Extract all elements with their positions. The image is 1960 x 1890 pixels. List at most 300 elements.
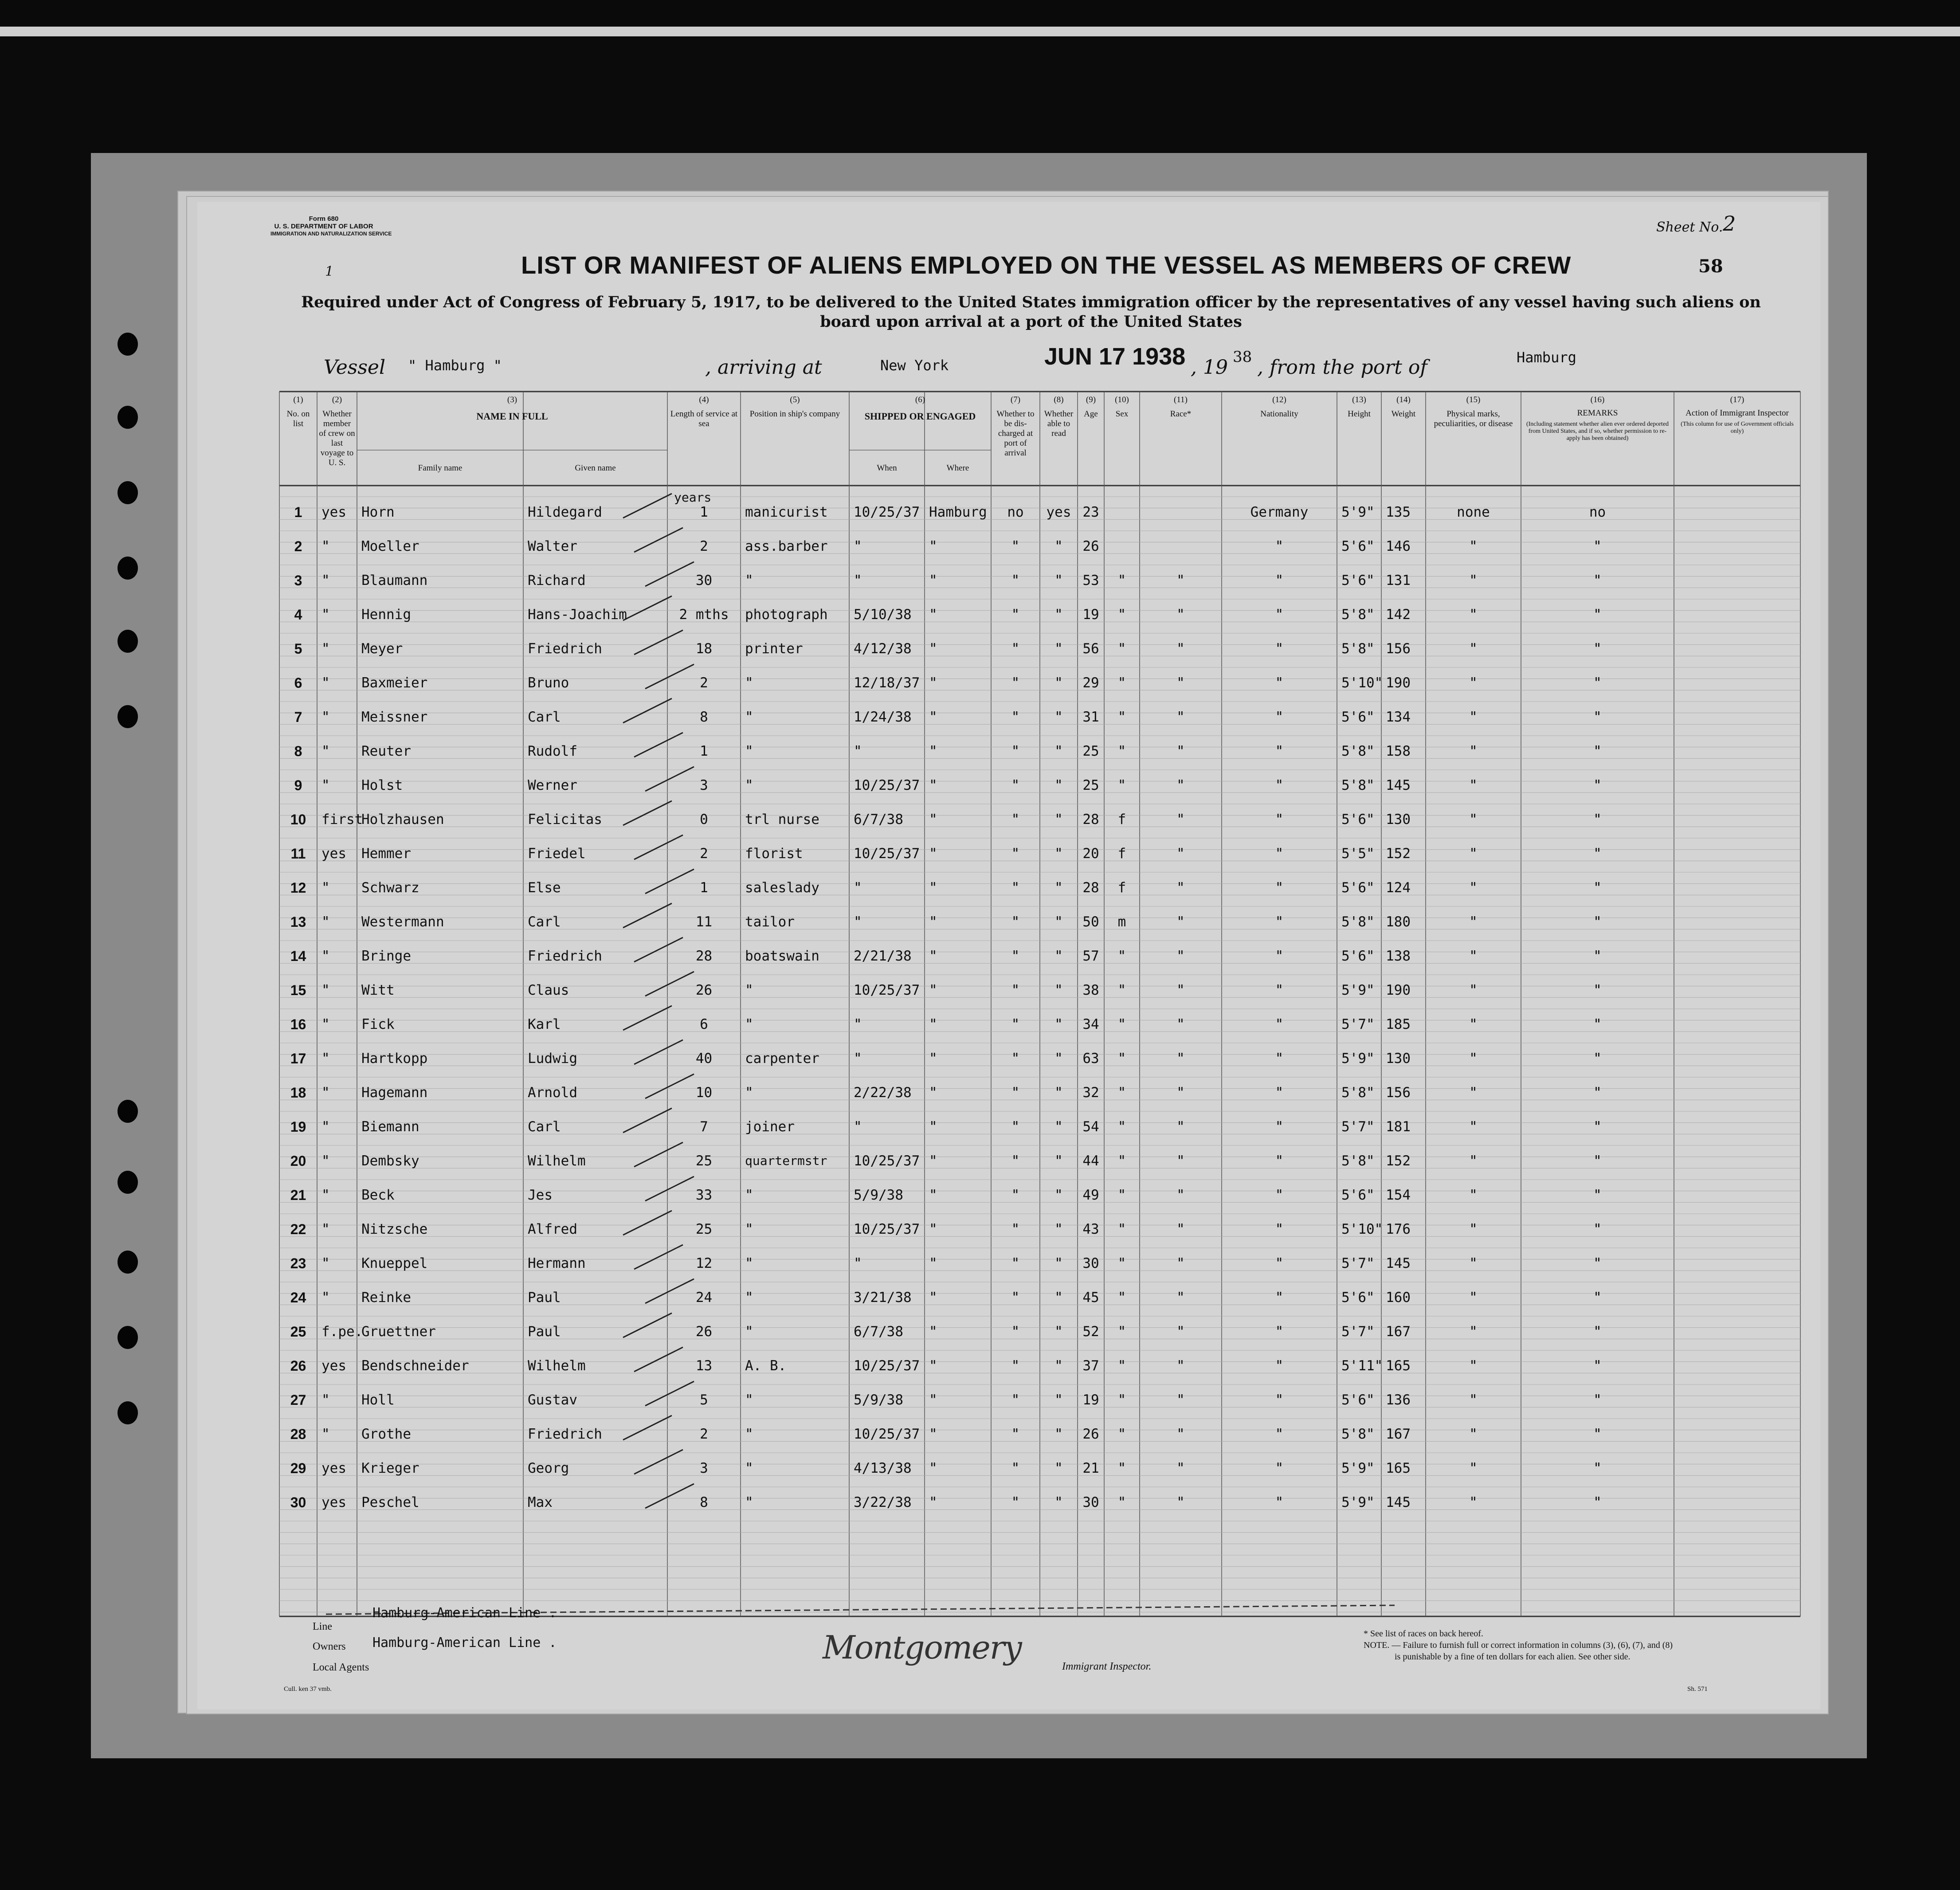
cell-nationality: "	[1275, 538, 1284, 554]
races-note: * See list of races on back hereof.	[1364, 1629, 1483, 1639]
cell-sex: "	[1117, 1119, 1126, 1135]
owners-label: Owners	[313, 1641, 346, 1652]
cell-read: "	[1054, 1221, 1063, 1237]
cell-family: Knueppel	[361, 1255, 428, 1271]
cell-crew: first	[321, 812, 363, 827]
cell-service: 6	[700, 1016, 708, 1032]
cell-nationality: "	[1275, 1290, 1284, 1306]
cell-marks: "	[1469, 709, 1478, 725]
column-number: (17)	[1730, 395, 1744, 404]
cell-read: "	[1054, 1016, 1063, 1032]
service-name: IMMIGRATION AND NATURALIZATION SERVICE	[270, 231, 392, 237]
cell-race: "	[1176, 880, 1185, 896]
cell-given: Hildegard	[528, 504, 602, 520]
cell-service: 12	[695, 1255, 713, 1271]
column-number: (10)	[1115, 395, 1129, 404]
cell-given: Paul	[528, 1290, 561, 1306]
cell-weight: 124	[1386, 880, 1411, 896]
year-label: , 19	[1191, 356, 1228, 379]
cell-sex: "	[1117, 1494, 1126, 1510]
cell-marks: "	[1469, 914, 1478, 930]
cell-weight: 156	[1386, 641, 1411, 657]
cell-marks: "	[1469, 1392, 1478, 1408]
cell-where: "	[929, 880, 937, 896]
cell-race: "	[1176, 914, 1185, 930]
cell-given: Paul	[528, 1324, 561, 1340]
cell-nationality: "	[1275, 1016, 1284, 1032]
cell-crew: "	[321, 607, 330, 623]
inspector-label: Immigrant Inspector.	[1062, 1661, 1152, 1672]
cell-age: 19	[1082, 607, 1099, 623]
cell-weight: 158	[1386, 743, 1411, 759]
cell-weight: 156	[1386, 1085, 1411, 1101]
cell-height: 5'7"	[1341, 1016, 1375, 1032]
cell-height: 5'6"	[1341, 709, 1375, 725]
cell-service: 28	[695, 948, 713, 964]
cell-race: "	[1176, 709, 1185, 725]
cell-read: "	[1054, 1153, 1063, 1169]
cell-given: Wilhelm	[528, 1358, 586, 1374]
cell-family: Blaumann	[361, 572, 428, 588]
cell-remarks: "	[1593, 709, 1602, 725]
cell-height: 5'6"	[1341, 1187, 1375, 1203]
cell-given: Claus	[528, 982, 569, 998]
cell-where: Hamburg	[929, 504, 987, 520]
cell-position: "	[745, 709, 753, 725]
cell-service: 26	[695, 1324, 713, 1340]
cell-discharged: "	[1011, 1221, 1020, 1237]
cell-family: Hemmer	[361, 846, 411, 862]
cell-race: "	[1176, 812, 1185, 827]
cell-height: 5'6"	[1341, 572, 1375, 588]
cell-discharged: "	[1011, 1392, 1020, 1408]
cell-weight: 145	[1386, 1494, 1411, 1510]
cell-family: Beck	[361, 1187, 395, 1203]
cell-weight: 180	[1386, 914, 1411, 930]
cell-position: trl nurse	[745, 812, 819, 827]
cell-height: 5'8"	[1341, 1085, 1375, 1101]
cell-position: manicurist	[745, 504, 828, 520]
cell-height: 5'6"	[1341, 538, 1375, 554]
cell-where: "	[929, 538, 937, 554]
cell-read: "	[1054, 743, 1063, 759]
cell-sex: "	[1117, 675, 1126, 691]
cell-when: 10/25/37	[854, 1426, 920, 1442]
column-number: (8)	[1054, 395, 1064, 404]
cell-when: 10/25/37	[854, 1221, 920, 1237]
cell-weight: 190	[1386, 675, 1411, 691]
cell-age: 28	[1082, 880, 1099, 896]
cell-age: 26	[1082, 1426, 1099, 1442]
cell-read: "	[1054, 1426, 1063, 1442]
column-header-note: (This column for use of Government officials only)	[1681, 421, 1794, 435]
cell-family: Witt	[361, 982, 395, 998]
cell-marks: "	[1469, 1460, 1478, 1476]
column-header: Height	[1348, 409, 1371, 419]
column-number: (2)	[332, 395, 342, 404]
cell-service: 13	[695, 1358, 713, 1374]
line-value: Hamburg-American Line .	[372, 1605, 557, 1621]
cell-height: 5'8"	[1341, 743, 1375, 759]
column-number: (7)	[1010, 395, 1021, 404]
cell-nationality: "	[1275, 1324, 1284, 1340]
cell-remarks: "	[1593, 1494, 1602, 1510]
cell-service: 2	[700, 675, 708, 691]
cell-age: 56	[1082, 641, 1099, 657]
cell-remarks: "	[1593, 1153, 1602, 1169]
cell-height: 5'6"	[1341, 1290, 1375, 1306]
printer-mark: Cull. ken 37 vmb.	[284, 1686, 332, 1693]
cell-no: 2	[294, 538, 302, 554]
cell-race: "	[1176, 1016, 1185, 1032]
cell-crew: f.pe.	[321, 1324, 363, 1340]
cell-when: "	[854, 538, 862, 554]
cell-read: "	[1054, 1051, 1063, 1067]
cell-family: Meissner	[361, 709, 428, 725]
cell-service: 8	[700, 709, 708, 725]
cell-race: "	[1176, 1460, 1185, 1476]
column-number: (15)	[1466, 395, 1481, 404]
cell-position: "	[745, 572, 753, 588]
cell-height: 5'9"	[1341, 1460, 1375, 1476]
cell-service: 25	[695, 1153, 713, 1169]
cell-race: "	[1176, 948, 1185, 964]
cell-family: Bringe	[361, 948, 411, 964]
cell-weight: 165	[1386, 1460, 1411, 1476]
cell-nationality: "	[1275, 1051, 1284, 1067]
arrival-port: New York	[880, 357, 949, 374]
cell-age: 34	[1082, 1016, 1099, 1032]
cell-nationality: "	[1275, 1426, 1284, 1442]
cell-position: printer	[745, 641, 803, 657]
column-subheader: Family name	[418, 463, 463, 473]
cell-marks: "	[1469, 880, 1478, 896]
cell-family: Fick	[361, 1016, 395, 1032]
cell-when: "	[854, 914, 862, 930]
cell-discharged: "	[1011, 1085, 1020, 1101]
cell-when: 10/25/37	[854, 846, 920, 862]
cell-given: Karl	[528, 1016, 561, 1032]
cell-weight: 190	[1386, 982, 1411, 998]
line-label: Line	[313, 1621, 332, 1632]
cell-discharged: "	[1011, 982, 1020, 998]
cell-sex: "	[1117, 1051, 1126, 1067]
cell-position: "	[745, 1255, 753, 1271]
cell-crew: yes	[321, 1494, 346, 1510]
cell-marks: "	[1469, 1119, 1478, 1135]
cell-marks: "	[1469, 1085, 1478, 1101]
cell-where: "	[929, 607, 937, 623]
cell-race: "	[1176, 675, 1185, 691]
cell-position: carpenter	[745, 1051, 819, 1067]
manifest-sheet	[197, 202, 1820, 1710]
binder-hole	[118, 481, 138, 504]
cell-age: 38	[1082, 982, 1099, 998]
cell-position: "	[745, 1324, 753, 1340]
cell-remarks: "	[1593, 1255, 1602, 1271]
cell-sex: "	[1117, 1016, 1126, 1032]
column-header: Weight	[1391, 409, 1416, 419]
cell-remarks: "	[1593, 1460, 1602, 1476]
cell-nationality: Germany	[1250, 504, 1309, 520]
column-header: Age	[1084, 409, 1098, 419]
cell-when: "	[854, 880, 862, 896]
cell-crew: "	[321, 1153, 330, 1169]
cell-read: "	[1054, 982, 1063, 998]
cell-given: Alfred	[528, 1221, 577, 1237]
cell-nationality: "	[1275, 607, 1284, 623]
cell-no: 14	[290, 948, 306, 964]
cell-when: "	[854, 1255, 862, 1271]
cell-read: "	[1054, 1119, 1063, 1135]
cell-weight: 134	[1386, 709, 1411, 725]
column-header: Whether able to read	[1044, 409, 1074, 438]
cell-weight: 165	[1386, 1358, 1411, 1374]
cell-height: 5'10"	[1341, 675, 1383, 691]
cell-service: 3	[700, 777, 708, 793]
cell-position: ass.barber	[745, 538, 828, 554]
cell-discharged: "	[1011, 1324, 1020, 1340]
column-header: Race*	[1170, 409, 1192, 419]
column-number: (13)	[1352, 395, 1366, 404]
cell-crew: "	[321, 880, 330, 896]
cell-discharged: "	[1011, 1187, 1020, 1203]
cell-nationality: "	[1275, 709, 1284, 725]
cell-remarks: "	[1593, 1324, 1602, 1340]
penalty-note-cont: is punishable by a fine of ten dollars for each alien. See other side.	[1395, 1652, 1631, 1662]
cell-where: "	[929, 675, 937, 691]
cell-marks: "	[1469, 743, 1478, 759]
cell-crew: "	[321, 914, 330, 930]
cell-marks: "	[1469, 982, 1478, 998]
cell-crew: "	[321, 1255, 330, 1271]
cell-crew: "	[321, 709, 330, 725]
cell-discharged: "	[1011, 777, 1020, 793]
binder-hole	[118, 1171, 138, 1194]
cell-where: "	[929, 1153, 937, 1169]
cell-given: Hermann	[528, 1255, 586, 1271]
cell-age: 44	[1082, 1153, 1099, 1169]
cell-where: "	[929, 1290, 937, 1306]
cell-nationality: "	[1275, 846, 1284, 862]
cell-age: 43	[1082, 1221, 1099, 1237]
column-number: (16)	[1590, 395, 1605, 404]
cell-position: saleslady	[745, 880, 819, 896]
cell-sex: "	[1117, 607, 1126, 623]
cell-race: "	[1176, 572, 1185, 588]
cell-sex: f	[1117, 880, 1126, 896]
cell-weight: 136	[1386, 1392, 1411, 1408]
cell-remarks: "	[1593, 538, 1602, 554]
cell-read: "	[1054, 1494, 1063, 1510]
cell-position: "	[745, 1085, 753, 1101]
cell-sex: "	[1117, 1392, 1126, 1408]
cell-sex: f	[1117, 812, 1126, 827]
cell-nationality: "	[1275, 1494, 1284, 1510]
cell-height: 5'10"	[1341, 1221, 1383, 1237]
binder-hole	[118, 1251, 138, 1274]
cell-where: "	[929, 982, 937, 998]
cell-sex: "	[1117, 982, 1126, 998]
cell-crew: yes	[321, 504, 346, 520]
cell-remarks: "	[1593, 1051, 1602, 1067]
cell-when: 5/10/38	[854, 607, 912, 623]
cell-marks: "	[1469, 1051, 1478, 1067]
cell-race: "	[1176, 1392, 1185, 1408]
cell-crew: "	[321, 1085, 330, 1101]
cell-race: "	[1176, 1494, 1185, 1510]
cell-no: 7	[294, 709, 302, 725]
cell-marks: none	[1457, 504, 1490, 520]
cell-family: Peschel	[361, 1494, 419, 1510]
cell-given: Friedrich	[528, 948, 602, 964]
cell-weight: 138	[1386, 948, 1411, 964]
cell-age: 32	[1082, 1085, 1099, 1101]
cell-family: Grothe	[361, 1426, 411, 1442]
cell-marks: "	[1469, 812, 1478, 827]
cell-marks: "	[1469, 948, 1478, 964]
cell-race: "	[1176, 1187, 1185, 1203]
cell-height: 5'9"	[1341, 1494, 1375, 1510]
cell-sex: "	[1117, 1255, 1126, 1271]
cell-position: A. B.	[745, 1358, 787, 1374]
cell-crew: "	[321, 1392, 330, 1408]
cell-service: 33	[695, 1187, 713, 1203]
column-number: (1)	[293, 395, 303, 404]
cell-read: "	[1054, 1460, 1063, 1476]
cell-discharged: "	[1011, 607, 1020, 623]
cell-discharged: no	[1007, 504, 1024, 520]
cell-weight: 160	[1386, 1290, 1411, 1306]
column-header: REMARKS	[1577, 408, 1618, 418]
cell-family: Biemann	[361, 1119, 419, 1135]
department-name: U. S. DEPARTMENT OF LABOR	[274, 223, 373, 230]
cell-service: 40	[695, 1051, 713, 1067]
cell-age: 53	[1082, 572, 1099, 588]
cell-read: "	[1054, 1085, 1063, 1101]
cell-height: 5'6"	[1341, 1392, 1375, 1408]
cell-nationality: "	[1275, 812, 1284, 827]
cell-height: 5'8"	[1341, 777, 1375, 793]
column-header: NAME IN FULL	[476, 411, 548, 422]
subtitle: Required under Act of Congress of February 5, 1917, to be delivered to the United States immigration officer by the representatives of any vessel having such aliens on board upon arrival at a port of the United States	[301, 293, 1761, 331]
cell-sex: "	[1117, 641, 1126, 657]
cell-where: "	[929, 1221, 937, 1237]
cell-age: 25	[1082, 743, 1099, 759]
cell-discharged: "	[1011, 1494, 1020, 1510]
cell-service: 30	[695, 572, 713, 588]
cell-service: 2	[700, 1426, 708, 1442]
cell-crew: "	[321, 1119, 330, 1135]
cell-when: 10/25/37	[854, 777, 920, 793]
cell-read: "	[1054, 709, 1063, 725]
cell-given: Ludwig	[528, 1051, 577, 1067]
cell-when: 3/21/38	[854, 1290, 912, 1306]
cell-where: "	[929, 948, 937, 964]
cell-race: "	[1176, 846, 1185, 862]
cell-service: 1	[700, 504, 708, 520]
cell-when: 3/22/38	[854, 1494, 912, 1510]
cell-when: "	[854, 1051, 862, 1067]
cell-remarks: "	[1593, 1221, 1602, 1237]
cell-position: "	[745, 1016, 753, 1032]
cell-crew: yes	[321, 1358, 346, 1374]
cell-given: Walter	[528, 538, 577, 554]
cell-given: Carl	[528, 1119, 561, 1135]
cell-crew: "	[321, 1426, 330, 1442]
cell-nationality: "	[1275, 1460, 1284, 1476]
cell-when: 10/25/37	[854, 1358, 920, 1374]
cell-service: 3	[700, 1460, 708, 1476]
column-number: (14)	[1396, 395, 1411, 404]
cell-crew: "	[321, 1290, 330, 1306]
cell-no: 12	[290, 880, 306, 896]
cell-service: 11	[695, 914, 713, 930]
cell-position: photograph	[745, 607, 828, 623]
vessel-name: " Hamburg "	[408, 357, 502, 374]
binder-hole	[118, 406, 138, 429]
cell-family: Holzhausen	[361, 812, 444, 827]
cell-race: "	[1176, 1255, 1185, 1271]
cell-height: 5'8"	[1341, 607, 1375, 623]
cell-race: "	[1176, 1358, 1185, 1374]
cell-family: Meyer	[361, 641, 403, 657]
cell-remarks: "	[1593, 1426, 1602, 1442]
cell-position: florist	[745, 846, 803, 862]
cell-family: Reinke	[361, 1290, 411, 1306]
column-header: Length of service at sea	[670, 409, 738, 428]
cell-weight: 152	[1386, 846, 1411, 862]
cell-read: "	[1054, 1187, 1063, 1203]
cell-no: 13	[290, 914, 306, 930]
cell-weight: 181	[1386, 1119, 1411, 1135]
cell-when: 5/9/38	[854, 1187, 903, 1203]
cell-no: 30	[290, 1494, 306, 1510]
cell-where: "	[929, 709, 937, 725]
cell-position: "	[745, 1392, 753, 1408]
cell-sex: "	[1117, 1085, 1126, 1101]
cell-where: "	[929, 1392, 937, 1408]
cell-sex: "	[1117, 572, 1126, 588]
cell-race: "	[1176, 641, 1185, 657]
departure-port: Hamburg	[1517, 349, 1576, 366]
cell-where: "	[929, 1255, 937, 1271]
handwritten-mark: 1	[325, 264, 334, 279]
cell-read: "	[1054, 1392, 1063, 1408]
cell-marks: "	[1469, 777, 1478, 793]
cell-weight: 154	[1386, 1187, 1411, 1203]
cell-given: Friedel	[528, 846, 586, 862]
cell-age: 25	[1082, 777, 1099, 793]
cell-discharged: "	[1011, 880, 1020, 896]
cell-height: 5'7"	[1341, 1119, 1375, 1135]
cell-family: Reuter	[361, 743, 411, 759]
cell-marks: "	[1469, 1290, 1478, 1306]
cell-weight: 167	[1386, 1324, 1411, 1340]
cell-no: 20	[290, 1153, 306, 1169]
cell-race: "	[1176, 982, 1185, 998]
owners-value: Hamburg-American Line .	[372, 1635, 557, 1651]
cell-given: Wilhelm	[528, 1153, 586, 1169]
cell-sex: "	[1117, 948, 1126, 964]
cell-marks: "	[1469, 1426, 1478, 1442]
binder-hole	[118, 1401, 138, 1424]
cell-remarks: "	[1593, 675, 1602, 691]
cell-weight: 135	[1386, 504, 1411, 520]
column-number: (4)	[699, 395, 709, 404]
cell-read: "	[1054, 538, 1063, 554]
cell-remarks: "	[1593, 743, 1602, 759]
